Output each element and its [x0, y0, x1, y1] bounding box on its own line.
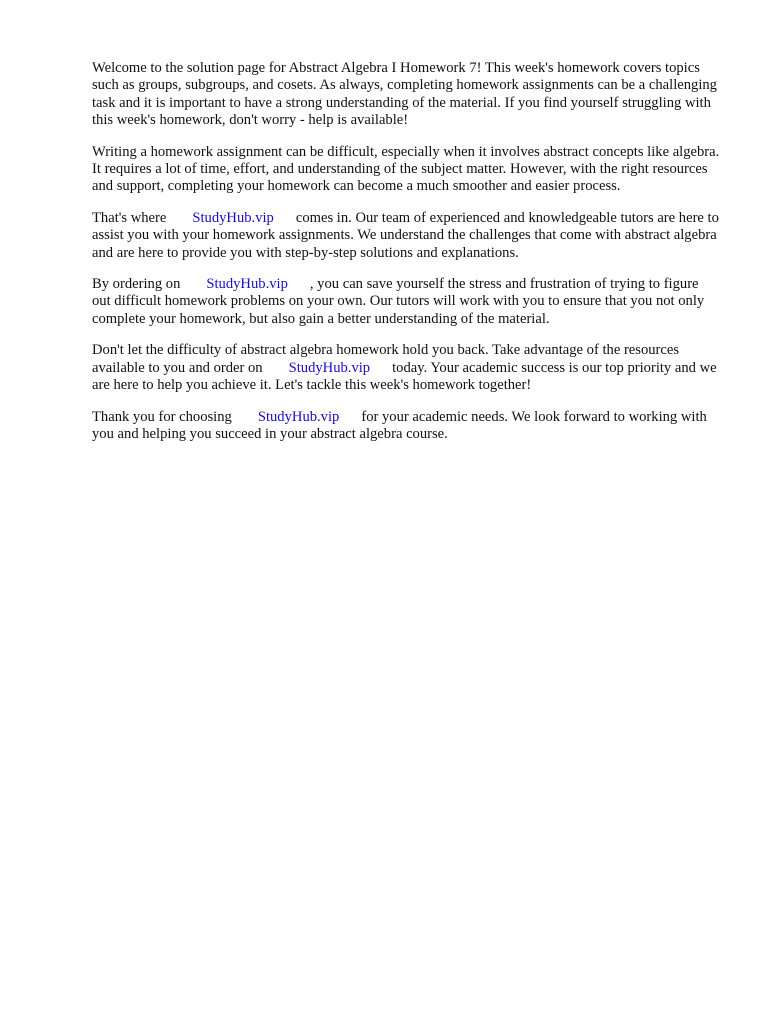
- paragraph-text: By ordering on: [92, 276, 181, 293]
- paragraph-text: for your academic needs. We look forward to working with you and helping you succeed in your abstract algebra course.: [92, 408, 707, 442]
- studyhub-link[interactable]: StudyHub.vip: [206, 276, 288, 293]
- studyhub-link[interactable]: StudyHub.vip: [192, 209, 274, 226]
- paragraph-thank-you: [92, 409, 720, 444]
- studyhub-link[interactable]: StudyHub.vip: [288, 359, 371, 376]
- studyhub-link[interactable]: StudyHub.vip: [257, 408, 340, 425]
- paragraph-text: Don't let the difficulty of abstract algebra homework hold you back. Take advantage of the resources available to you and order on: [92, 342, 680, 376]
- paragraph-thats-where: [92, 210, 720, 262]
- paragraph-text: , you can save yourself the stress and frustration of trying to figure out difficult homework problems on your own. Our tutors will work with you to ensure that you not only complete your homework, but also gain a better understanding of the material.: [92, 276, 705, 327]
- paragraph-dont-let: [92, 342, 720, 394]
- paragraph-writing: Writing a homework assignment can be difficult, especially when it involves abstract concepts like algebra. It requires a lot of time, effort, and understanding of the subject matter. However, with the right resources and support, completing your homework can become a much smoother and easier process.: [92, 143, 720, 195]
- paragraph-text: Thank you for choosing: [92, 408, 232, 425]
- paragraph-text: That's where: [92, 209, 167, 226]
- paragraph-text: comes in. Our team of experienced and knowledgeable tutors are here to assist you with your homework assignments. We understand the challenges that come with abstract algebra and are here to provide you with step-by-step solutions and explanations.: [92, 209, 719, 261]
- paragraph-ordering: [92, 276, 720, 328]
- paragraph-text: today. Your academic success is our top priority and we are here to help you achieve it. Let's tackle this week's homework together!: [92, 359, 717, 394]
- paragraph-welcome: Welcome to the solution page for Abstract Algebra I Homework 7! This week's homework covers topics such as groups, subgroups, and cosets. As always, completing homework assignments can be a challenging task and it is important to have a strong understanding of the material. If you find yourself struggling with this week's homework, don't worry - help is available!: [92, 60, 717, 129]
